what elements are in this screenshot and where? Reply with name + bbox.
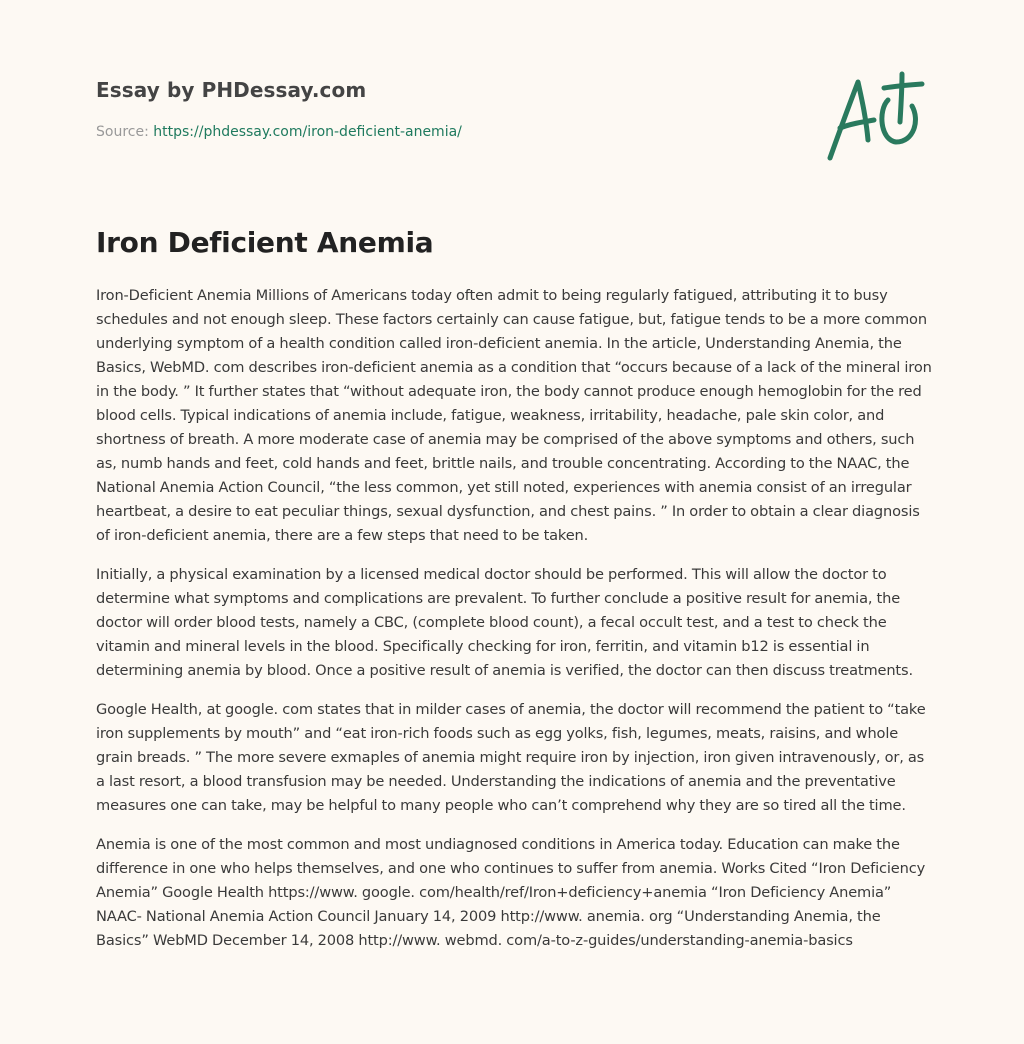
source-label: Source: (96, 124, 154, 140)
source-link[interactable]: https://phdessay.com/iron-deficient-anemia/ (153, 124, 462, 140)
essay-title: Iron Deficient Anemia (96, 226, 434, 259)
essay-paragraph: Anemia is one of the most common and most undiagnosed conditions in America today. Education can make the difference in one who helps themselves, and one who continues to suffer from anemia. Works Cited “Iron Deficiency Anemia” Google Health https://www. google. com/health/ref/Iron+deficiency+anemia “Iron Deficiency Anemia” NAAC- National Anemia Action Council January 14, 2009 http://www. anemia. org “Understanding Anemia, the Basics” WebMD December 14, 2008 http://www. webmd. com/a-to-z-guides/understanding-anemia-basics (96, 836, 926, 949)
essay-body (96, 284, 932, 968)
source-line (96, 124, 462, 140)
site-title: Essay by PHDessay.com (96, 78, 367, 102)
essay-paragraph: Google Health, at google. com states that in milder cases of anemia, the doctor will recommend the patient to “take iron supplements by mouth” and “eat iron-rich foods such as egg yolks, fish, legumes, meats, raisins, and whole grain breads. ” The more severe exmaples of anemia might require iron by injection, iron given intravenously, or, as a last resort, a blood transfusion may be needed. Understanding the indications of anemia and the preventative measures one can take, may be helpful to many people who can’t comprehend why they are so tired all the time. (96, 701, 926, 814)
essay-paragraph: Iron-Deficient Anemia Millions of Americans today often admit to being regularly fatigued, attributing it to busy schedules and not enough sleep. These factors certainly can cause fatigue, but, fatigue tends to be a more common underlying symptom of a health condition called iron-deficient anemia. In the article, Understanding Anemia, the Basics, WebMD. com describes iron-deficient anemia as a condition that “occurs because of a lack of the mineral iron in the body. ” It further states that “without adequate iron, the body cannot produce enough hemoglobin for the red blood cells. Typical indications of anemia include, fatigue, weakness, irritability, headache, pale skin color, and shortness of breath. A more moderate case of anemia may be comprised of the above symptoms and others, such as, numb hands and feet, cold hands and feet, brittle nails, and trouble concentrating. According to the NAAC, the National Anemia Action Council, “the less common, yet still noted, experiences with anemia consist of an irregular heartbeat, a desire to eat peculiar things, sexual dysfunction, and chest pains. ” In order to obtain a clear diagnosis of iron-deficient anemia, there are a few steps that need to be taken. (96, 287, 932, 544)
a-plus-logo-icon (822, 70, 926, 162)
essay-paragraph: Initially, a physical examination by a licensed medical doctor should be performed. This will allow the doctor to determine what symptoms and complications are prevalent. To further conclude a positive result for anemia, the doctor will order blood tests, namely a CBC, (complete blood count), a fecal occult test, and a test to check the vitamin and mineral levels in the blood. Specifically checking for iron, ferritin, and vitamin b12 is essential in determining anemia by blood. Once a positive result of anemia is verified, the doctor can then discuss treatments. (96, 566, 913, 679)
